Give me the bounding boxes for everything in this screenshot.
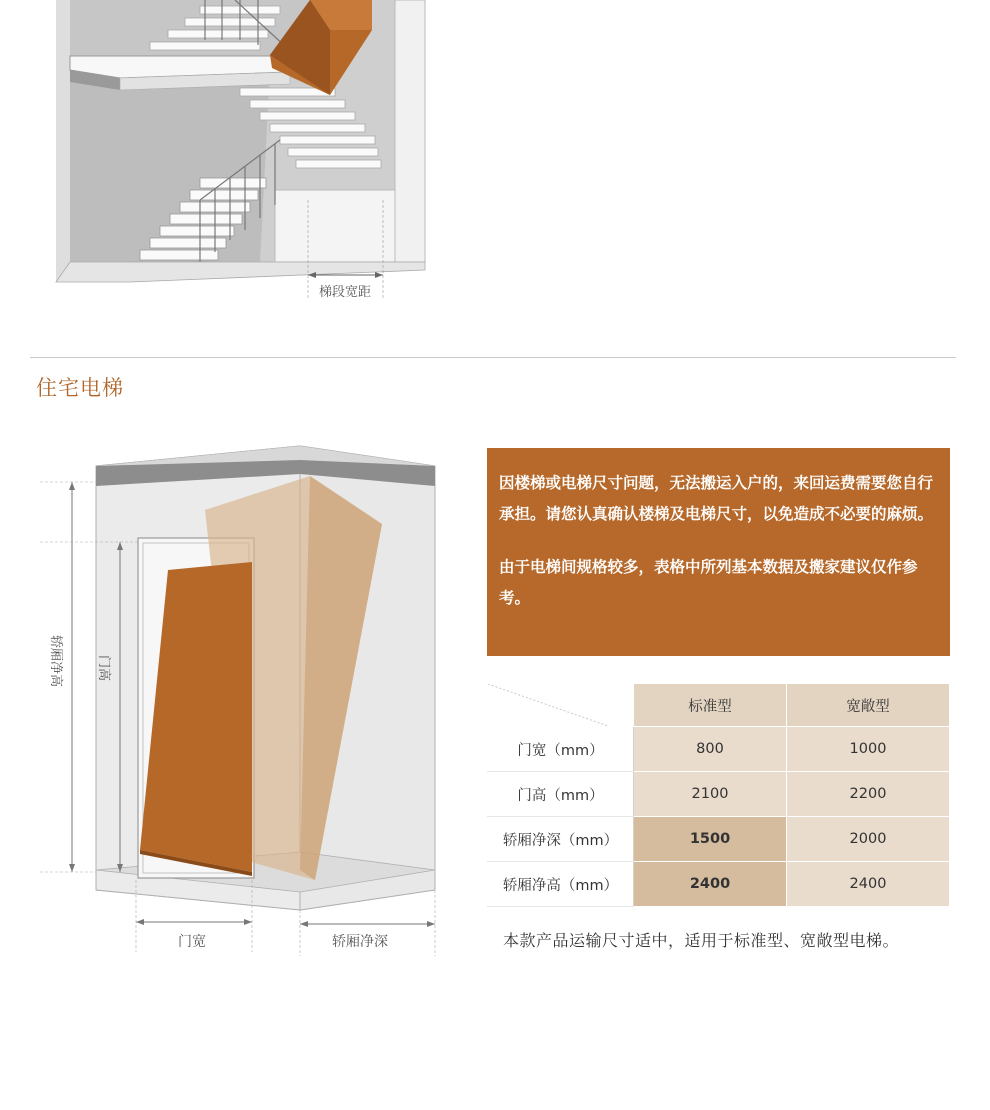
table-row — [488, 727, 950, 772]
table-corner-cell — [488, 684, 634, 727]
staircase-illustration — [0, 0, 990, 310]
column-header-standard: 标准型 — [634, 684, 787, 727]
table-row — [488, 862, 950, 907]
door-width-label: 门宽 — [178, 934, 206, 950]
stair-left-wall — [56, 0, 70, 282]
cell-door-width-wide: 1000 — [787, 727, 950, 772]
cell-door-width-standard: 800 — [634, 727, 787, 772]
notice-paragraph-1: 因楼梯或电梯尺寸问题，无法搬运入户的，来回运费需要您自行承担。请您认真确认楼梯及电梯尺寸，以免造成不必要的麻烦。 — [499, 474, 934, 523]
row-label-car-height: 轿厢净高（mm） — [488, 862, 634, 907]
car-depth-label: 轿厢净深 — [332, 934, 388, 950]
notice-paragraph-2: 由于电梯间规格较多，表格中所列基本数据及搬家建议仅作参考。 — [499, 558, 918, 607]
cell-door-height-wide: 2200 — [787, 772, 950, 817]
footnote: 本款产品运输尺寸适中，适用于标准型、宽敞型电梯。 — [503, 931, 900, 950]
row-label-door-height: 门高（mm） — [488, 772, 634, 817]
section-divider — [30, 357, 956, 358]
row-label-door-width: 门宽（mm） — [488, 727, 634, 772]
table-header-row — [488, 684, 950, 727]
diagonal-divider — [488, 684, 633, 726]
notice-box — [487, 448, 950, 656]
cell-car-depth-wide: 2000 — [787, 817, 950, 862]
table-row — [488, 817, 950, 862]
cell-car-height-standard: 2400 — [634, 862, 787, 907]
column-header-wide: 宽敞型 — [787, 684, 950, 727]
door-height-label: 门高 — [96, 655, 111, 682]
cell-car-height-wide: 2400 — [787, 862, 950, 907]
car-height-label: 轿厢净高 — [48, 635, 63, 688]
table-row — [488, 772, 950, 817]
stair-width-label: 梯段宽距 — [318, 285, 372, 300]
elevator-illustration — [30, 440, 450, 960]
section-title: 住宅电梯 — [36, 376, 124, 400]
cell-car-depth-standard: 1500 — [634, 817, 787, 862]
row-label-car-depth: 轿厢净深（mm） — [488, 817, 634, 862]
elevator-spec-table — [487, 683, 950, 907]
cell-door-height-standard: 2100 — [634, 772, 787, 817]
